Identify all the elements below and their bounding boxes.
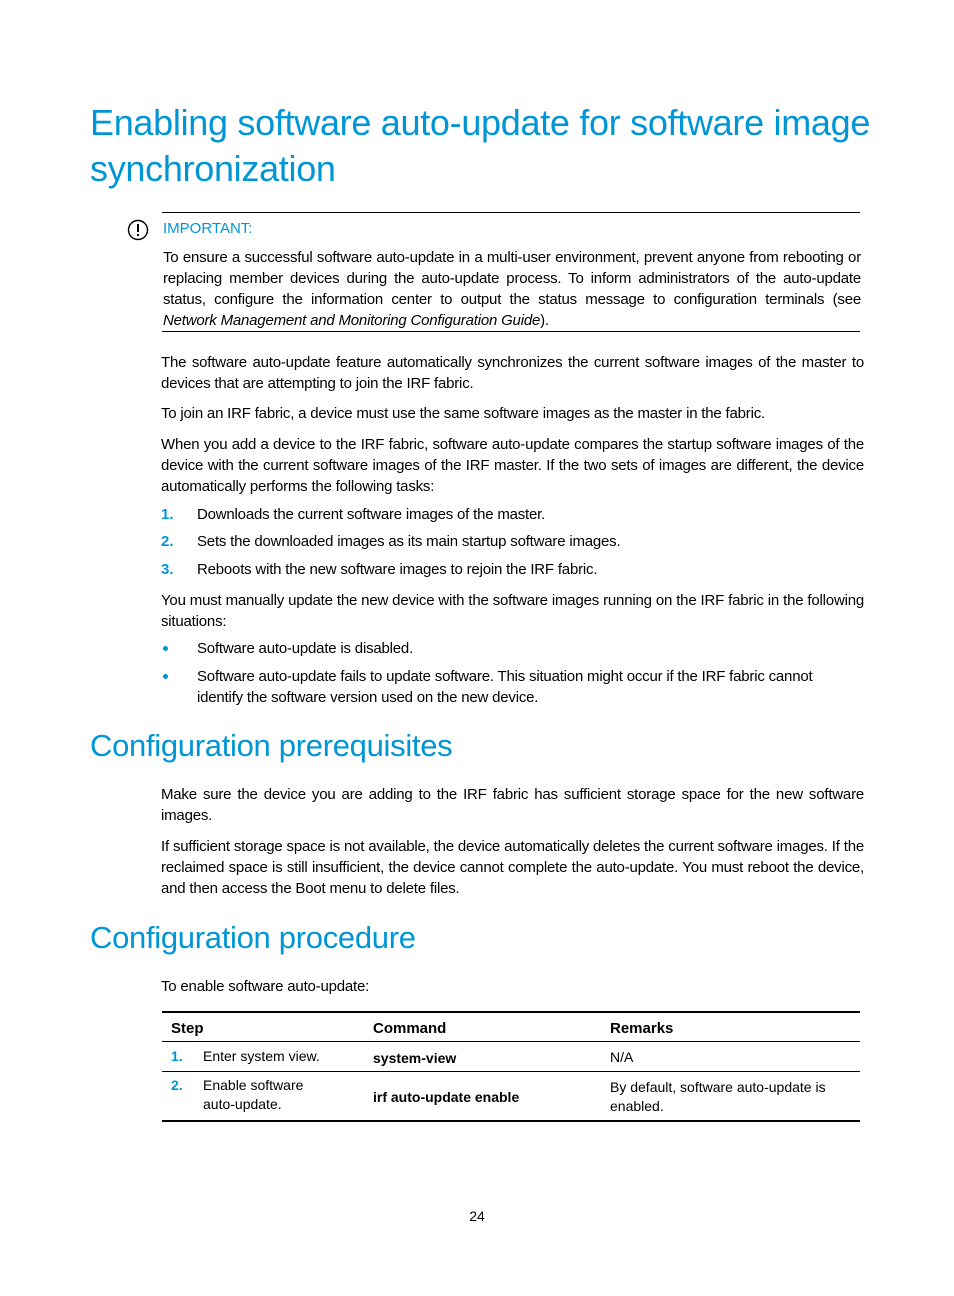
table-header-remarks: Remarks	[610, 1020, 674, 1037]
table-cell-remarks: By default, software auto-update is enabled.	[610, 1079, 826, 1114]
task-item: Downloads the current software images of the master.	[197, 506, 546, 523]
situation-item: Software auto-update is disabled.	[197, 640, 414, 657]
table-cell-remarks: N/A	[610, 1049, 634, 1065]
warning-icon	[127, 219, 149, 241]
guide-title: Network Management and Monitoring Configuration Guide	[163, 312, 541, 329]
important-label: IMPORTANT:	[163, 220, 253, 237]
task-number: 2.	[161, 533, 174, 550]
table-cell-command: irf auto-update enable	[373, 1089, 520, 1105]
manual-update-paragraph: You must manually update the new device with the software images running on the IRF fabric in the following situations:	[161, 592, 864, 630]
table-row-number: 1.	[171, 1048, 183, 1064]
task-number: 1.	[161, 506, 174, 523]
bullet-icon	[163, 674, 168, 679]
task-number: 3.	[161, 561, 174, 578]
table-bottom-rule	[162, 1120, 860, 1122]
prereq-heading: Configuration prerequisites	[90, 728, 453, 763]
table-cell-command: system-view	[373, 1050, 457, 1066]
table-header-command: Command	[373, 1020, 447, 1037]
important-text: To ensure a successful software auto-update in a multi-user environment, prevent anyone from rebooting or replacing member devices during the auto-update process. To inform administrators of the auto-update status, configure the information center to output the status message to configuration terminals (see Network Management and Monitoring Configuration Guide).	[163, 249, 861, 329]
task-item: Reboots with the new software images to rejoin the IRF fabric.	[197, 561, 598, 578]
important-top-rule	[162, 212, 860, 213]
task-item: Sets the downloaded images as its main startup software images.	[197, 533, 621, 550]
table-row-number: 2.	[171, 1077, 183, 1093]
bullet-icon	[163, 646, 168, 651]
page-heading: Enabling software auto-update for software image synchronization	[90, 102, 871, 189]
prereq-paragraph: If sufficient storage space is not available, the device automatically deletes the current software images. If the reclaimed space is still insufficient, the device cannot complete the auto-update. You must reboot the device, and then access the Boot menu to delete files.	[161, 838, 864, 897]
intro-paragraph: The software auto-update feature automatically synchronizes the current software images of the master to devices that are attempting to join the IRF fabric.	[161, 354, 864, 392]
intro-paragraph: To join an IRF fabric, a device must use the same software images as the master in the fabric.	[161, 405, 765, 422]
important-bottom-rule	[162, 331, 860, 332]
table-header-step: Step	[171, 1020, 204, 1037]
table-cell-step: Enable software auto-update.	[203, 1077, 304, 1112]
table-row-rule	[162, 1071, 860, 1072]
page-number: 24	[469, 1208, 485, 1224]
prereq-paragraph: Make sure the device you are adding to the IRF fabric has sufficient storage space for the new software images.	[161, 786, 864, 824]
procedure-intro: To enable software auto-update:	[161, 978, 370, 995]
table-cell-step: Enter system view.	[203, 1048, 320, 1064]
table-top-rule	[162, 1011, 860, 1013]
intro-paragraph: When you add a device to the IRF fabric, software auto-update compares the startup software images of the device with the current software images of the IRF master. If the two sets of images are different, the device automatically performs the following tasks:	[161, 436, 864, 495]
procedure-heading: Configuration procedure	[90, 920, 416, 955]
table-header-rule	[162, 1041, 860, 1042]
situation-item: Software auto-update fails to update software. This situation might occur if the IRF fabric cannot identify the software version used on the new device.	[197, 668, 813, 706]
